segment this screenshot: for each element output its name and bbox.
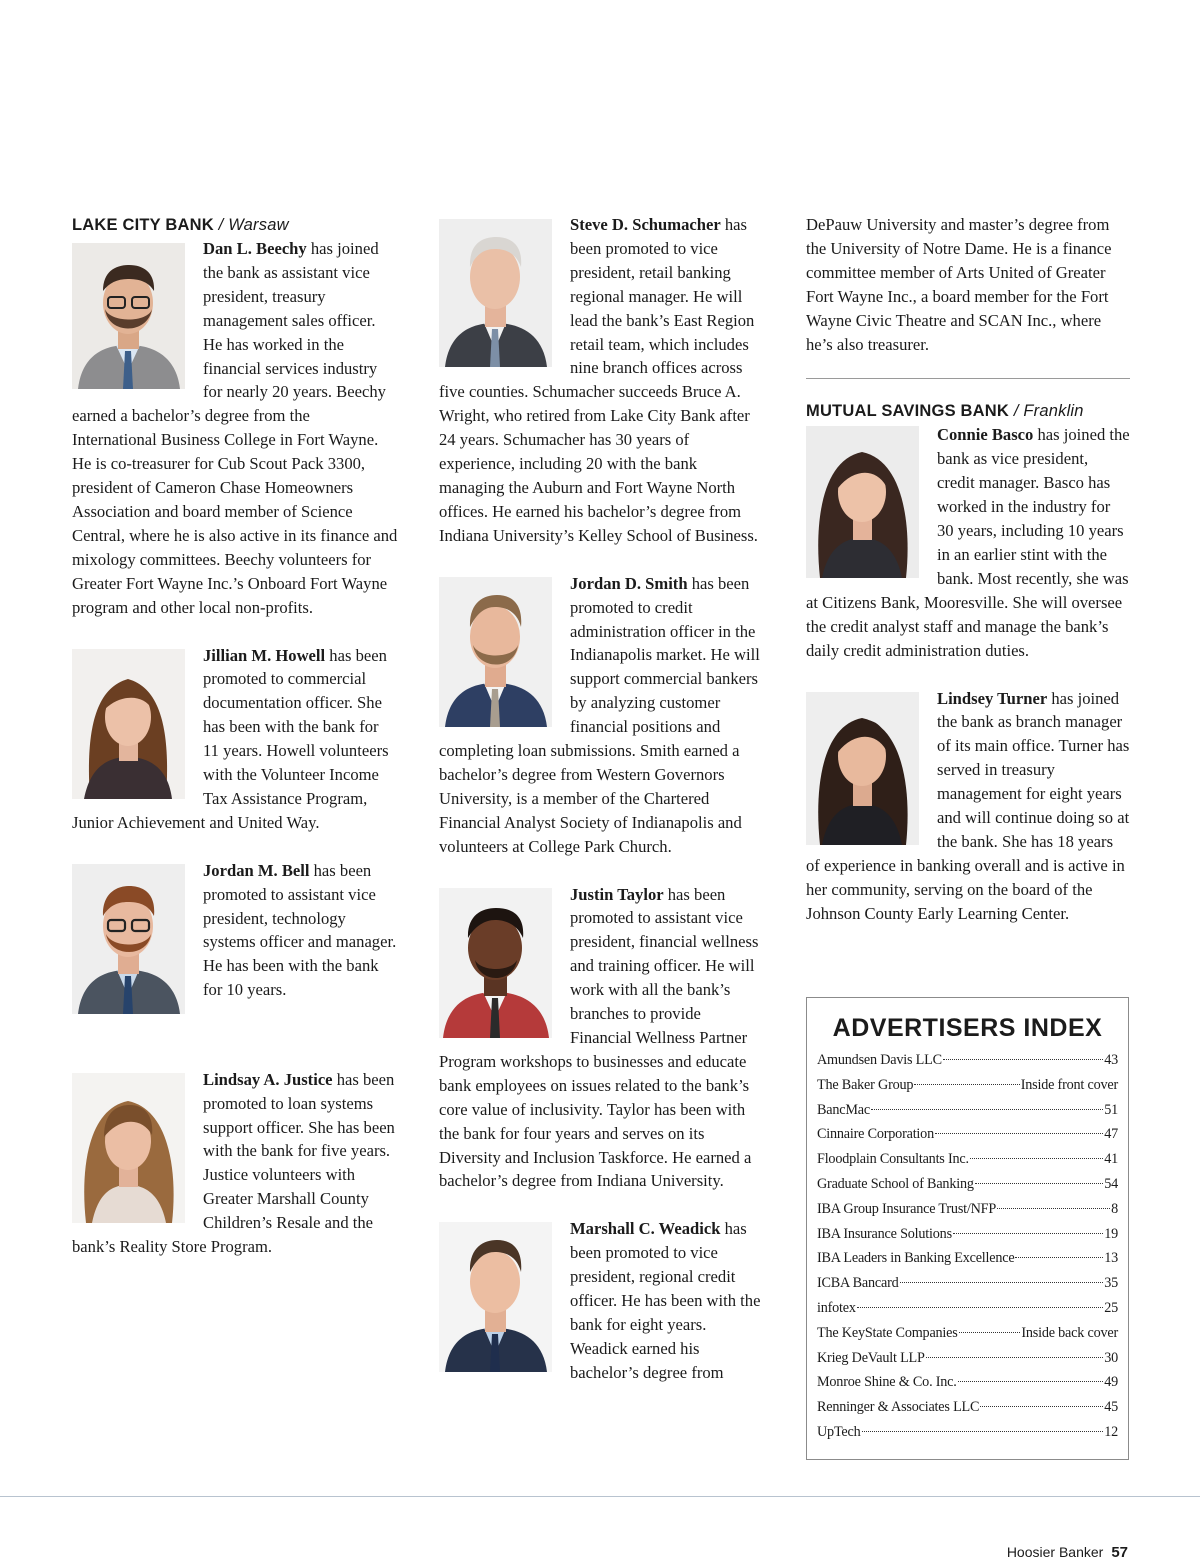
bio-text: has been promoted to commercial documentation officer. She has been with the bank for 11 years. Howell volunteers with the Volunteer Income Tax Assistance Program, Junior Achievement and United Way. [72,645,389,832]
bank-separator: / [1009,402,1024,421]
bio-steve-schumacher [439,213,765,548]
advertiser-name: Cinnaire Corporation [817,1126,934,1143]
dot-leader [914,1084,1019,1085]
bio-name: Dan L. Beechy [203,239,307,258]
advertiser-entry [817,1052,1118,1077]
advertiser-name: infotex [817,1299,856,1316]
bio-jordan-smith [439,572,765,859]
bio-name: Connie Basco [937,425,1034,445]
advertiser-entry [817,1176,1118,1201]
bank-heading-mutual-savings [806,399,1130,423]
person-icon [439,888,552,1038]
person-icon [72,1073,185,1223]
advertiser-page: 19 [1104,1225,1118,1242]
person-icon [439,1222,552,1372]
advertiser-name: IBA Insurance Solutions [817,1225,952,1242]
bio-name: Jillian M. Howell [203,645,326,665]
bio-text: has been promoted to credit administration officer in the Indianapolis market. He will support commercial bankers by analyzing customer financial positions and completing loan submissions. Smith earned a bachelor’s degree from Western Governors University, is a member of the Chartered Financial Analyst Society of Indianapolis and volunteers at College Park Church. [439,573,760,856]
headshot-photo-taylor [439,888,552,1038]
dot-leader [959,1332,1021,1333]
dot-leader [1015,1257,1103,1258]
advertiser-entry [817,1226,1118,1251]
page-number: 57 [1111,1544,1128,1558]
person-icon [72,649,185,799]
advertisers-index-title: ADVERTISERS INDEX [832,1014,1103,1042]
person-icon [806,692,919,845]
advertiser-page: Inside front cover [1020,1076,1118,1093]
advertiser-page: 51 [1104,1101,1118,1118]
bio-justin-taylor [439,883,765,1194]
advertisers-index-box [806,997,1129,1460]
bio-continuation-weadick: DePauw University and master’s degree from the University of Notre Dame. He is a finance committee member of Arts United of Greater Fort Wayne Inc., a board member for the Fort Wayne Civic Theatre and SCAN Inc., where he’s also treasurer. [806,215,1112,354]
advertiser-entry [817,1374,1118,1399]
advertiser-entry [817,1399,1118,1424]
advertiser-name: IBA Group Insurance Trust/NFP [817,1200,997,1217]
bio-name: Jordan D. Smith [570,573,688,593]
bank-city: Franklin [1023,402,1084,421]
bio-text: has been promoted to assistant vice president, technology systems officer and manager. He has been with the bank for 10 years. [203,860,397,1000]
headshot-photo-justice [72,1073,185,1223]
advertiser-name: UpTech [817,1423,861,1440]
section-divider [806,378,1130,379]
advertiser-name: ICBA Bancard [817,1275,899,1292]
bio-name: Steve D. Schumacher [570,215,721,234]
bio-text: has been promoted to vice president, retail banking regional manager. He will lead the bank’s East Region retail team, which includes nine branch offices across five counties. Schumacher succeeds Bruce A. Wright, who retired from Lake City Bank after 24 years. Schumacher has 30 years of experience, including 20 with the bank managing the Auburn and Fort Wayne North offices. He earned his bachelor’s degree from Indiana University’s Kelley School of Business. [439,215,758,545]
bio-text: has joined the bank as assistant vice president, treasury management sales officer. He has worked in the financial services industry for nearly 20 years. Beechy earned a bachelor’s degree from the International Business College in Fort Wayne. He is co-treasurer for Cub Scout Pack 3300, president of Cameron Chase Homeowners Association and board member of Science Central, where he is also active in its finance and mixology committees. Beechy volunteers for Greater Fort Wayne Inc.’s Onboard Fort Wayne program and other local non-profits. [72,239,398,617]
bio-text: has been promoted to loan systems support officer. She has been with the bank for five years. Justice volunteers with Greater Marshall County Children’s Resale and the bank’s Reality Store Program. [72,1069,395,1257]
footer-divider [0,1496,1200,1497]
dot-leader [935,1133,1103,1134]
bio-text: has been promoted to vice president, regional credit officer. He has been with the bank for eight years. Weadick earned his bachelor’s degree from [570,1219,761,1382]
advertiser-entry [817,1300,1118,1325]
advertiser-entry [817,1126,1118,1151]
advertiser-page: 54 [1104,1175,1118,1192]
advertiser-name: Renninger & Associates LLC [817,1399,980,1416]
advertiser-entry [817,1275,1118,1300]
person-icon [72,243,185,389]
column-middle [439,213,765,1385]
advertiser-page: 30 [1104,1349,1118,1366]
advertiser-name: The KeyState Companies [817,1324,958,1341]
bank-heading-lake-city [72,213,398,237]
advertiser-page: Inside back cover [1021,1324,1118,1341]
bio-jillian-howell [72,644,398,835]
advertiser-page: 35 [1104,1275,1118,1292]
publication-name: Hoosier Banker [1006,1544,1104,1558]
bio-marshall-weadick [439,1217,765,1384]
advertiser-page: 45 [1104,1399,1118,1416]
advertiser-entry [817,1201,1118,1226]
advertiser-page: 8 [1111,1200,1118,1217]
bio-name: Jordan M. Bell [203,860,310,880]
headshot-photo-howell [72,649,185,799]
advertiser-name: IBA Leaders in Banking Excellence [817,1250,1015,1267]
bio-name: Lindsey Turner [937,688,1048,708]
dot-leader [980,1406,1103,1407]
dot-leader [970,1158,1103,1159]
bio-lindsey-turner [806,687,1130,926]
advertiser-page: 12 [1104,1423,1118,1440]
headshot-photo-schumacher [439,219,552,367]
advertiser-name: The Baker Group [817,1076,914,1093]
advertiser-entry [817,1424,1118,1449]
bio-connie-basco [806,423,1130,662]
dot-leader [997,1208,1110,1209]
column-left [72,213,398,1259]
dot-leader [862,1431,1104,1432]
headshot-photo-smith [439,577,552,727]
advertiser-entry [817,1151,1118,1176]
dot-leader [871,1109,1103,1110]
dot-leader [943,1059,1103,1060]
headshot-photo-beechy [72,243,185,389]
dot-leader [926,1357,1103,1358]
advertiser-name: Krieg DeVault LLP [817,1349,925,1366]
headshot-photo-basco [806,426,919,578]
bio-name: Lindsay A. Justice [203,1069,333,1089]
advertiser-page: 47 [1104,1126,1118,1143]
bank-city: Warsaw [228,216,289,234]
advertiser-page: 49 [1104,1374,1118,1391]
advertiser-name: Amundsen Davis LLC [817,1052,942,1068]
advertiser-entry [817,1250,1118,1275]
bio-text: has joined the bank as branch manager of its main office. Turner has served in treasury management for eight years and will continue doing so at the bank. She has 18 years of experience in banking overall and is active in her community, serving on the board of the Johnson County Early Learning Center. [806,688,1130,923]
advertiser-page: 13 [1104,1250,1118,1267]
advertiser-name: Monroe Shine & Co. Inc. [817,1374,957,1391]
person-icon [439,219,552,367]
person-icon [806,426,919,578]
bio-name: Justin Taylor [570,884,664,904]
advertiser-page: 41 [1104,1151,1118,1168]
headshot-photo-weadick [439,1222,552,1372]
bio-name: Marshall C. Weadick [570,1219,721,1239]
advertiser-entry [817,1077,1118,1102]
column-right [806,213,1130,926]
advertiser-name: Floodplain Consultants Inc. [817,1151,969,1168]
dot-leader [900,1282,1104,1283]
headshot-photo-bell [72,864,185,1014]
advertiser-name: BancMac [817,1101,870,1118]
dot-leader [953,1233,1103,1234]
bank-name: LAKE CITY BANK [72,216,214,234]
bank-separator: / [213,216,229,234]
dot-leader [958,1381,1104,1382]
advertiser-page: 43 [1104,1052,1118,1068]
page-footer [1007,1544,1128,1558]
bio-text: has joined the bank as vice president, credit manager. Basco has worked in the industry for 30 years, including 10 years in an earlier stint with the bank. Most recently, she was at Citizens Bank, Mooresville. She will oversee the credit analyst staff and manage the bank’s daily credit administration duties. [806,425,1130,660]
person-icon [72,864,185,1014]
bio-jordan-bell [72,859,398,1020]
advertiser-entry [817,1102,1118,1127]
bio-lindsay-justice [72,1068,398,1259]
bio-text: has been promoted to assistant vice president, financial wellness and training officer. He will work with all the bank’s branches to provide Financial Wellness Partner Program workshops to businesses and educate bank employees on issues related to the bank’s core value of inclusivity. Taylor has been with the bank for four years and serves on its Diversity and Inclusion Taskforce. He earned a bachelor’s degree from Indiana University. [439,884,759,1191]
advertiser-entry [817,1325,1118,1350]
advertiser-page: 25 [1104,1299,1118,1316]
person-icon [439,577,552,727]
dot-leader [975,1183,1103,1184]
advertisers-list [817,1052,1118,1449]
dot-leader [857,1307,1103,1308]
advertiser-entry [817,1350,1118,1375]
advertiser-name: Graduate School of Banking [817,1175,974,1192]
headshot-photo-turner [806,692,919,845]
bank-name: MUTUAL SAVINGS BANK [806,402,1010,421]
bio-dan-beechy [72,237,398,620]
